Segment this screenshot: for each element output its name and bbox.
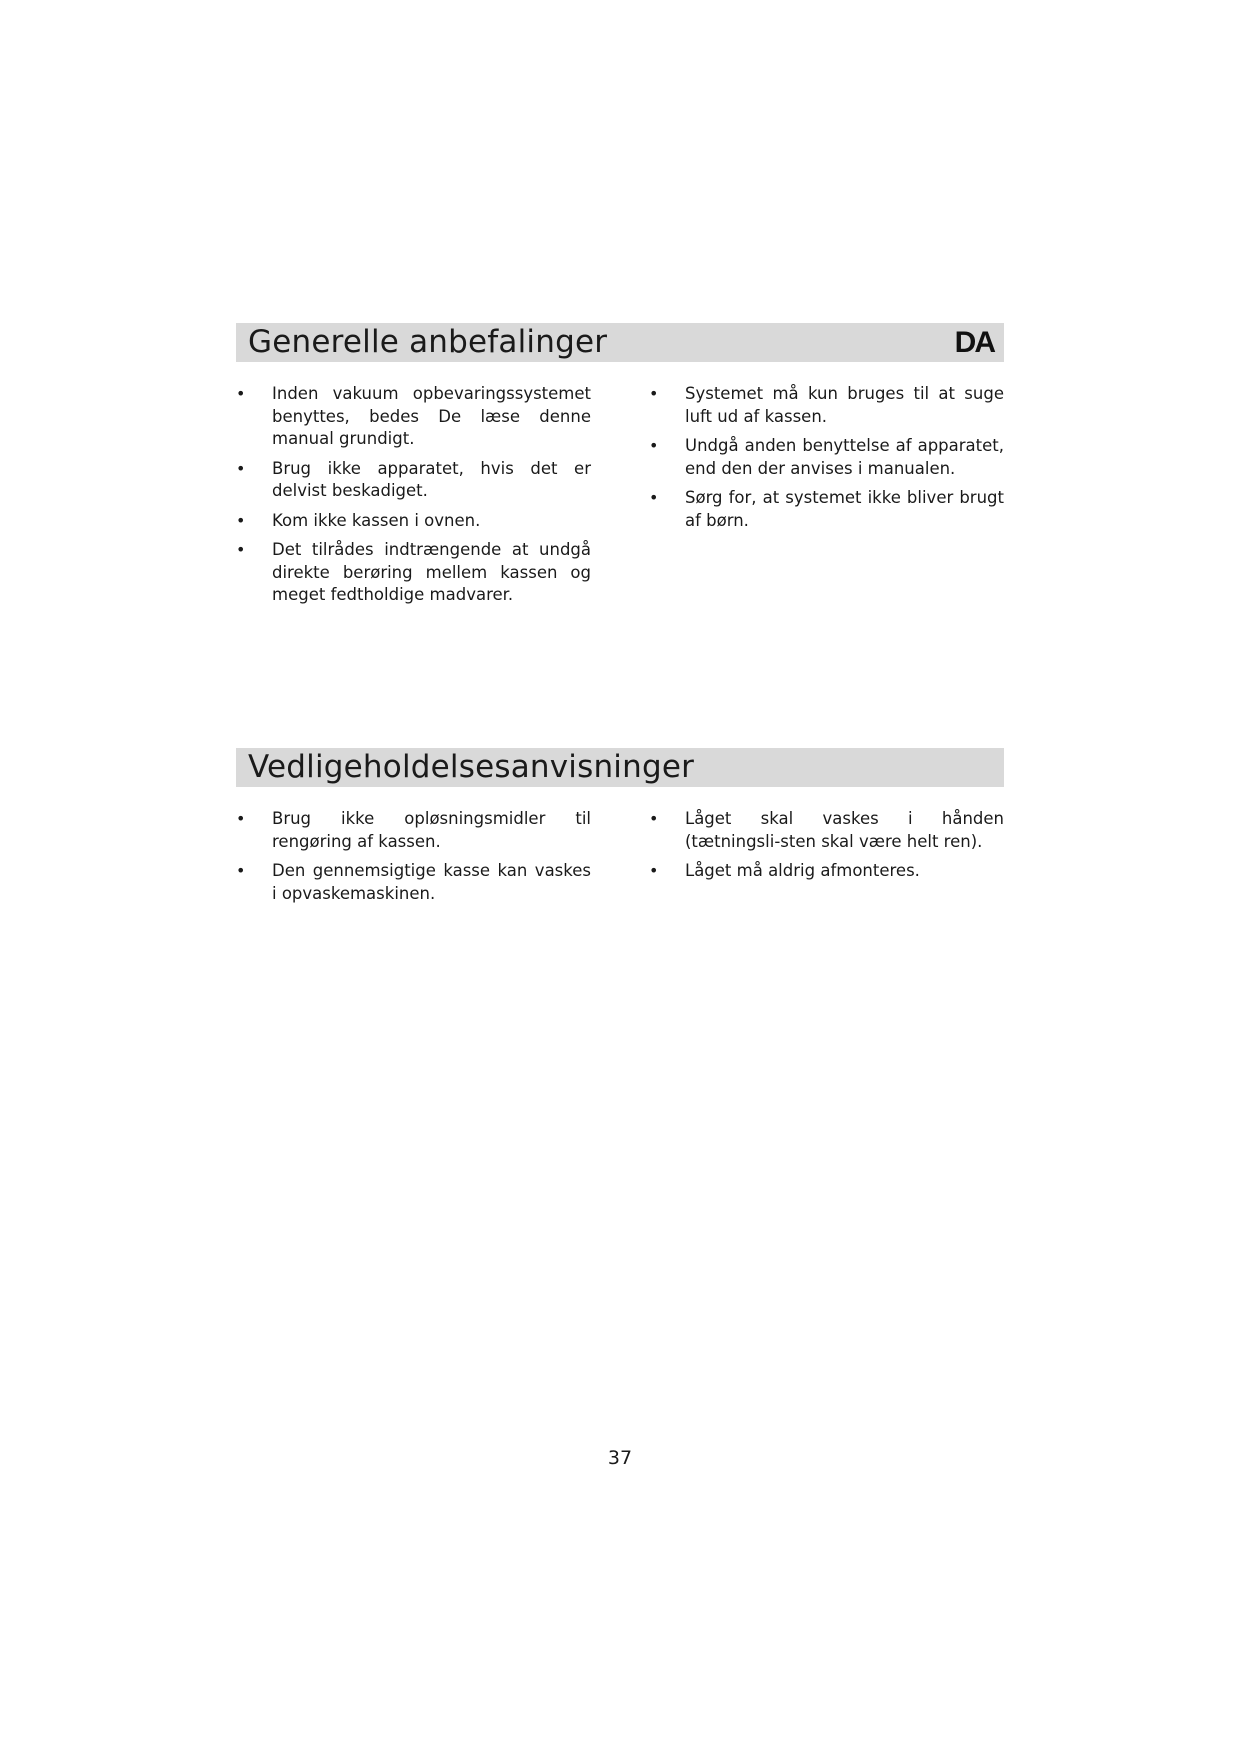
list-item-text: Låget skal vaskes i hånden (tætningsli-sten skal være helt ren).	[685, 809, 1004, 851]
section-columns	[236, 808, 1004, 1048]
section-title: Generelle anbefalinger	[248, 324, 608, 360]
bullet-icon: •	[649, 488, 659, 507]
left-column-list	[236, 808, 591, 912]
section-maintenance-instructions	[236, 748, 1004, 1048]
bullet-icon: •	[236, 510, 246, 530]
list-item-text: Kom ikke kassen i ovnen.	[272, 510, 481, 530]
list-item	[236, 510, 591, 533]
bullet-icon: •	[649, 861, 659, 880]
bullet-icon: •	[236, 384, 246, 403]
bullet-icon: •	[236, 540, 246, 559]
bullet-icon: •	[236, 809, 246, 828]
list-item	[236, 808, 591, 853]
list-item-text: Inden vakuum opbevaringssystemet benyttes, bedes De læse denne manual grundigt.	[272, 384, 591, 448]
bullet-icon: •	[236, 458, 246, 478]
section-general-recommendations	[236, 323, 1004, 623]
page-number: 37	[607, 1447, 633, 1469]
list-item	[649, 487, 1004, 532]
list-item	[649, 860, 1004, 883]
list-item-text: Det tilrådes indtrængende at undgå direkte berøring mellem kassen og meget fedtholdige madvarer.	[272, 540, 591, 604]
list-item-text: Brug ikke opløsningsmidler til rengøring af kassen.	[272, 809, 591, 851]
list-item	[649, 808, 1004, 853]
list-item	[236, 383, 591, 451]
list-item	[236, 860, 591, 905]
section-header-bar	[236, 748, 1004, 787]
list-item-text: Undgå anden benyttelse af apparatet, end den der anvises i manualen.	[685, 436, 1004, 478]
list-item	[236, 539, 591, 607]
bullet-icon: •	[649, 809, 659, 828]
list-item-text: Den gennemsigtige kasse kan vaskes i opvaskemaskinen.	[272, 861, 591, 903]
list-item-text: Brug ikke apparatet, hvis det er delvist beskadiget.	[272, 458, 591, 500]
list-item-text: Låget må aldrig afmonteres.	[685, 861, 920, 880]
list-item	[236, 458, 591, 503]
list-item	[649, 383, 1004, 428]
section-header-bar	[236, 323, 1004, 362]
section-columns	[236, 383, 1004, 623]
left-column-list	[236, 383, 591, 614]
bullet-icon: •	[649, 384, 659, 403]
list-item-text: Systemet må kun bruges til at suge luft ud af kassen.	[685, 384, 1004, 426]
bullet-icon: •	[649, 436, 659, 455]
right-column-list	[649, 808, 1004, 890]
list-item	[649, 435, 1004, 480]
language-badge: DA	[954, 326, 994, 359]
bullet-icon: •	[236, 861, 246, 880]
list-item-text: Sørg for, at systemet ikke bliver brugt af børn.	[685, 488, 1004, 530]
section-title: Vedligeholdelsesanvisninger	[248, 749, 695, 785]
right-column-list	[649, 383, 1004, 539]
